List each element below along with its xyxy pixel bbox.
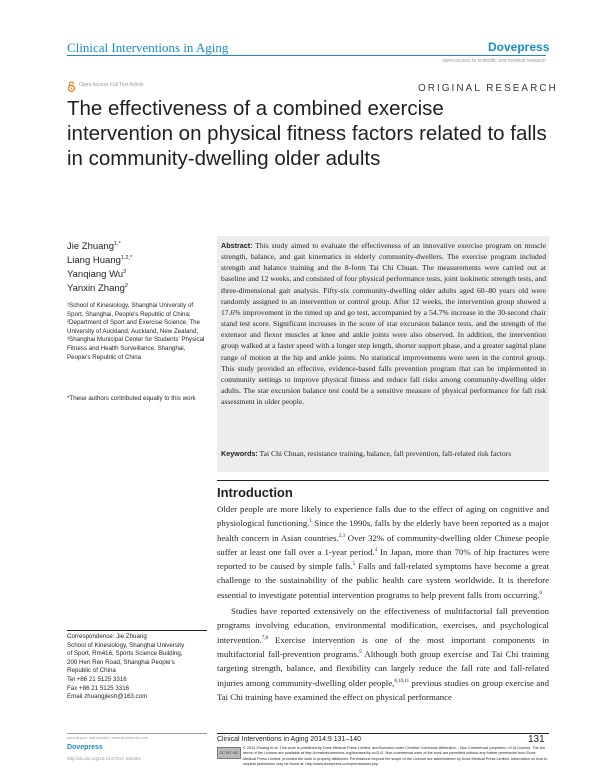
author[interactable]: Yanxin Zhang$^2$ — [67, 282, 128, 294]
paragraph — [217, 604, 549, 704]
citation-ref[interactable]: 1 — [309, 519, 312, 525]
text-run: Studies have reported extensively on the effectiveness of multifactorial fall prevention programs involving education, environmental modification, exercises, and psychological intervention. — [217, 606, 549, 645]
fax: Fax +86 21 5125 3316 — [67, 684, 130, 692]
correspondence — [67, 633, 212, 702]
publisher-tagline: open access to scientific and medical research — [442, 58, 546, 64]
open-access-icon — [67, 81, 76, 92]
text-run: Although both group exercise and Tai Chi training targeting strength, balance, and flexibility can largely reduce the fall rate and fall-related injuries among community-dwelling older people, — [217, 648, 550, 688]
correspondence-label: Correspondence: Jie Zhuang — [67, 633, 147, 640]
journal-name[interactable]: Clinical Interventions in Aging — [67, 40, 229, 55]
citation-ref[interactable]: 6 — [539, 590, 542, 596]
citation-ref[interactable]: 9 — [359, 650, 362, 656]
author-list — [67, 240, 132, 296]
correspondence-line: 200 Hen Ren Road, Shanghai People's — [67, 658, 175, 666]
footer-divider — [217, 733, 549, 734]
correspondence-line: Republic of China — [67, 667, 116, 675]
text-run: In Japan, more than 70% of hip fractures were reported to be caused by simple falls. — [217, 546, 550, 572]
citation-ref[interactable]: 8,10,11 — [394, 678, 410, 684]
text-run: Older people are more likely to experience falls due to the effect of aging on cognitive and physiological functioning. — [217, 504, 549, 529]
keywords-label: Keywords: — [221, 449, 258, 458]
doi-link[interactable]: http://dx.doi.org/10.2147/CIA.S56451 — [67, 756, 142, 761]
text-run: Exercise intervention is one of the most important components in multifactorial fall-prevention programs. — [217, 634, 549, 659]
paragraph — [217, 502, 549, 602]
abstract-label: Abstract: — [221, 241, 253, 250]
open-access-label: Open Access Full Text Article — [79, 82, 144, 88]
citation-ref[interactable]: 2,3 — [338, 533, 345, 539]
text-run: Falls and fall-related symptoms have become a great challenge to the sustainability of the public health care system worldwide. It is therefore essential to investigate potential intervention programs to help prevent falls from occurring. — [217, 561, 549, 600]
footer-logo[interactable]: Dovepress — [67, 744, 103, 751]
equal-contribution-note: *These authors contributed equally to this work — [67, 395, 196, 402]
header-divider — [67, 55, 546, 56]
article-type: ORIGINAL RESEARCH — [418, 83, 558, 94]
correspondence-line: of Sport, Rm416, Sports Science Building, — [67, 650, 183, 658]
keywords: Keywords: Tai Chi Chuan, resistance training, balance, fall prevention, fall-related risk factors — [221, 449, 512, 458]
submit-link[interactable]: submit your manuscript | www.dovepress.com — [67, 735, 149, 740]
footer-divider — [67, 733, 207, 734]
affiliations: ¹School of Kinesiology, Shanghai University of Sport, Shanghai, People's Republic of China; ²Department of Sport and Exercise Science, The University of Auckland, Auckland, New Zealand; ³Shanghai Municipal Center for Students' Physical Fitness and Health Surveillance, Shanghai, People's Republic of China — [67, 302, 205, 361]
introduction-body — [217, 502, 549, 704]
text-run: Since the 1990s, falls by the elderly have been reported as a major health concern in Asian countries. — [217, 518, 550, 543]
citation: Clinical Interventions in Aging 2014:9 131–140 — [217, 736, 361, 743]
email-link[interactable]: Email zhuangjiesh@163.com — [67, 693, 148, 701]
correspondence-divider — [67, 630, 207, 631]
correspondence-line: School of Kinesiology, Shanghai University — [67, 641, 185, 649]
abstract-text: Abstract: This study aimed to evaluate the effectiveness of an innovative exercise program on muscle strength, balance, and gait kinematics in elderly community-dwellers. The exercise program included strength and balance training and the 8-form Tai Chi Chuan. The measurements were carried out at baseline and 12 weeks, and consisted of four physical performance tests, joint isokinetic strength tests, and three-dimensional gait analysis. Fifty-six community-dwelling older adults aged 60–80 years old were randomly assigned to an intervention or control group. After 12 weeks, the intervention group showed a 17.6% improvement in the timed up and go test, accompanied by a 54.7% increase in the 30-second chair stand test score. Significant increases in the score of star excursion balance tests, and the strength of the extensor and flexor muscles at knee and ankle joints were also observed. In addition, the intervention group walked at a faster speed with a longer step length, shorter support phase, and a greater sagittal plane range of motion at the hip and ankle joints. No statistical improvements were seen in the control group. This study provided an effective, evidence-based falls prevention program that can be implemented in community settings to improve physical fitness and reduce fall risks among community-dwelling older adults. The star excursion balance test could be a sensitive measure of physical performance for fall risk assessment in older people. — [221, 241, 546, 407]
author[interactable]: Liang Huang$^{1,2,*}$ — [67, 254, 133, 266]
text-run: previous studies on group exercise and Tai Chi training have examined the effect on physical performance — [217, 677, 549, 702]
license-text: © 2014 Zhuang et al. This work is published by Dove Medical Press Limited, and licensed under Creative Commons Attribution – Non Commercial (unported, v3.0) License. The full terms of the License are available at http://creativecommons.org/licenses/by-nc/3.0/. Non-commercial uses of the work are permitted without any further permission from Dove Medical Press Limited, provided the work is properly attributed. Permissions beyond the scope of the License are administered by Dove Medical Press Limited. Information on how to request permission may be found at: http://www.dovepress.com/permissions.php — [243, 746, 548, 767]
citation-ref[interactable]: 5 — [352, 562, 356, 568]
page-number: 131 — [528, 734, 545, 745]
author[interactable]: Yanqiang Wu$^3$ — [67, 268, 127, 280]
phone: Tel +86 21 5125 3316 — [67, 675, 127, 683]
article-title: The effectiveness of a combined exercise intervention on physical fitness factors related to falls in community-dwelling older adults — [67, 97, 547, 170]
section-heading: Introduction — [217, 485, 293, 500]
creative-commons-logo[interactable]: CC BY NC — [217, 747, 241, 759]
author[interactable]: Jie Zhuang$^{1,*}$ — [67, 240, 121, 252]
section-divider — [217, 480, 549, 481]
citation-ref[interactable]: 4 — [374, 547, 378, 553]
citation-ref[interactable]: 7,8 — [261, 635, 268, 641]
publisher-logo[interactable]: Dovepress — [488, 40, 550, 54]
text-run: Over 32% of community-dwelling older Chinese people suffer at least one fall over a 1-year period. — [217, 532, 549, 557]
